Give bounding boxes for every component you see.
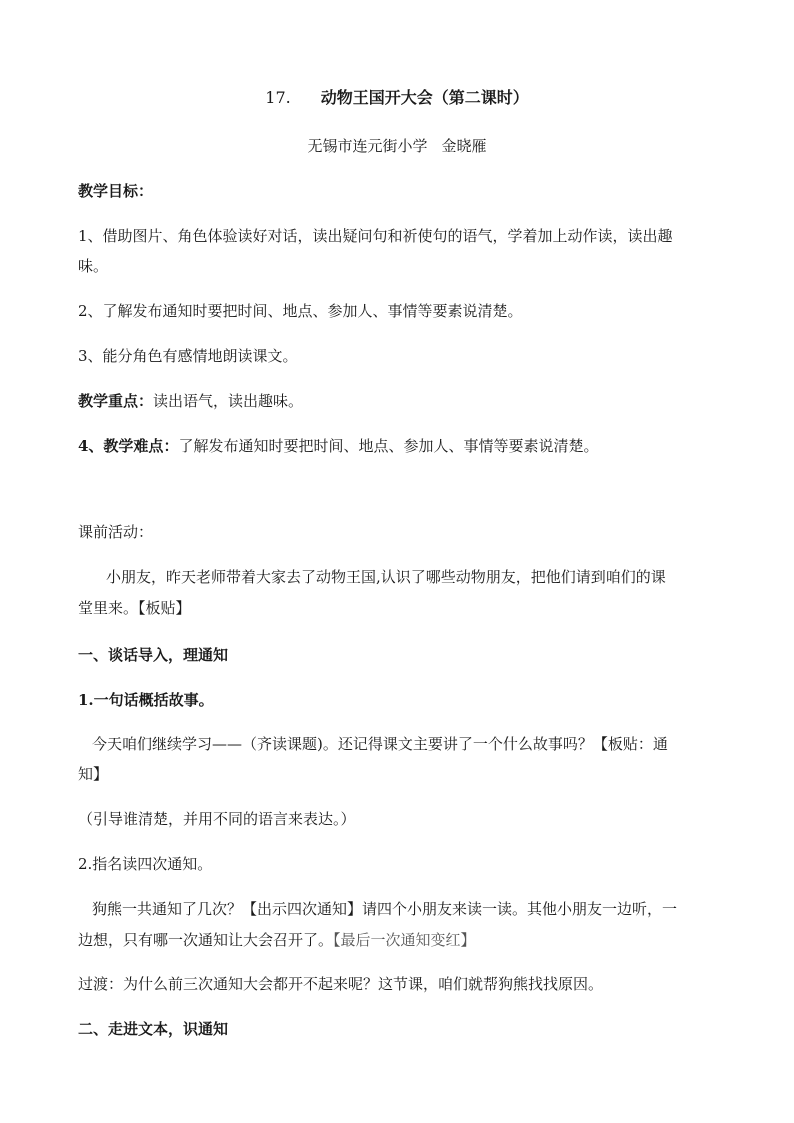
key-point	[78, 391, 718, 411]
difficulty-label: 4、教学难点：	[78, 437, 179, 455]
section-1-para-2-line-2	[78, 930, 718, 950]
section-1-para-2-line-1: 狗熊一共通知了几次？【出示四次通知】请四个小朋友来读一读。其他小朋友一边听，一	[92, 900, 678, 918]
section-2-heading: 二、走进文本，识通知	[78, 1020, 229, 1038]
section-1-para-1-line-2: 知】	[78, 765, 109, 783]
pre-class-heading: 课前活动：	[78, 523, 154, 541]
key-point-label: 教学重点：	[78, 392, 154, 410]
difficulty	[78, 436, 718, 456]
section-1-note-1: （引导谁清楚，并用不同的语言来表达。）	[78, 810, 356, 828]
lesson-number: 17.	[265, 88, 291, 107]
pre-class-line-2: 堂里来。【板贴】	[78, 599, 191, 617]
goal-item-1-line-1: 1、借助图片、角色体验读好对话，读出疑问句和祈使句的语气，学着加上动作读，读出趣	[78, 227, 673, 245]
school-name: 无锡市连元街小学	[307, 137, 428, 155]
goal-item-3: 3、能分角色有感情地朗读课文。	[78, 347, 298, 365]
section-1-sub-1: 1.一句话概括故事。	[78, 691, 214, 709]
section-1-para-1-line-1: 今天咱们继续学习——（齐读课题)。还记得课文主要讲了一个什么故事吗？【板贴：通	[92, 735, 668, 753]
key-point-text: 读出语气，读出趣味。	[153, 392, 304, 410]
goal-item-2: 2、了解发布通知时要把时间、地点、参加人、事情等要素说清楚。	[78, 302, 523, 320]
goal-item-1-line-2: 味。	[78, 257, 109, 275]
section-1-transition: 过渡：为什么前三次通知大会都开不起来呢？这节课，咱们就帮狗熊找找原因。	[78, 975, 604, 993]
difficulty-text: 了解发布通知时要把时间、地点、参加人、事情等要素说清楚。	[178, 437, 599, 455]
para-2-main-text: 边想，只有哪一次通知让大会召开了。	[78, 931, 334, 949]
author-line	[0, 136, 794, 156]
page-title	[0, 88, 794, 108]
lesson-title: 动物王国开大会（第二课时）	[320, 88, 529, 107]
section-1-sub-2: 2.指名读四次通知。	[78, 855, 213, 873]
para-2-note: 【最后一次通知变红】	[333, 931, 476, 949]
goals-heading: 教学目标：	[78, 182, 154, 200]
section-1-heading: 一、谈话导入，理通知	[78, 646, 229, 664]
author-name: 金晓雁	[441, 137, 487, 155]
pre-class-line-1: 小朋友，昨天老师带着大家去了动物王国,认识了哪些动物朋友，把他们请到咱们的课	[106, 568, 666, 586]
